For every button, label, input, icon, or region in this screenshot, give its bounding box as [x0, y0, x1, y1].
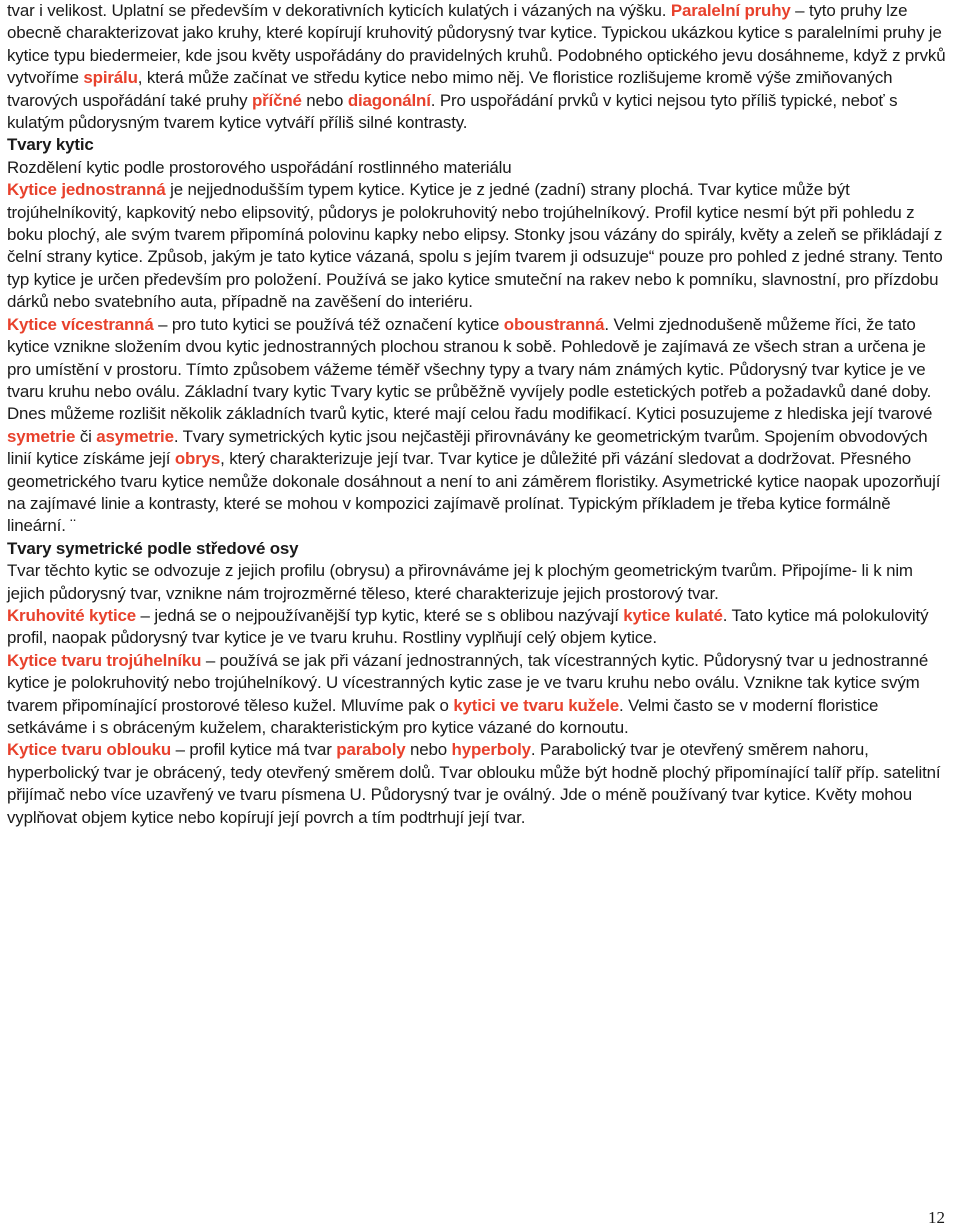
text-run: – tyto pruhy lze obecně charakterizovat jako kruhy, které kopírují kruhovitý půdorysný tvar kytice. Typickou ukázkou kytice s paralelními pruhy je kytice typu biedermeier, kde jsou květy uspořádány do pravidelných kruhů. Podobného optického jevu dosáhneme, když z prvků vytvoříme — [7, 1, 946, 88]
highlighted-term: Kytice jednostranná — [7, 180, 166, 200]
highlighted-term: oboustranná — [503, 314, 605, 334]
highlighted-term: Kruhovité kytice — [7, 605, 137, 625]
highlighted-term: Kytice vícestranná — [7, 314, 154, 334]
text-run: . Parabolický tvar je otevřený směrem nahoru, hyperbolický tvar je obrácený, tedy otevřený směrem dolů. Tvar oblouku může být hodně plochý připomínající talíř příp. satelitní přijímač nebo více uzavřený ve tvaru písmena U. Půdorysný tvar je oválný. Jde o méně používaný tvar kytice. Květy mohou vyplňovat objem kytice nebo kopírují její povrch a tím podtrhují její tvar. — [7, 740, 941, 827]
highlighted-term: obrys — [174, 449, 221, 469]
text-run: . Velmi zjednodušeně můžeme říci, že tato kytice vznikne složením dvou kytic jednostranných plochou stranou k sobě. Pohledově je zajímavá ze všech stran a určena je pro umístění v prostoru. Tímto způsobem vážeme téměř všechny typy a tvary nám známých kytic. Půdorysný tvar kytice je ve tvaru kruhu nebo oválu. Základní tvary kytic Tvary kytic se průběžně vyvíjely podle estetických potřeb a požadavků dané doby. Dnes můžeme rozlišit několik základních tvarů kytic, které mají celou řadu modifikací. Kytici posuzujeme z hlediska její tvarové — [7, 314, 933, 424]
text-run: . Velmi často se v moderní floristice setkáváme i s obráceným kuželem, charakteristickým pro kytice vázané do kornoutu. — [7, 695, 879, 737]
text-run: nebo — [405, 740, 452, 760]
highlighted-term: kytice kulaté — [623, 605, 723, 625]
highlighted-term: diagonální — [347, 90, 431, 110]
highlighted-term: kytici ve tvaru kužele — [453, 695, 620, 715]
text-run: či — [75, 426, 97, 446]
text-run: . Pro uspořádání prvků v kytici nejsou tyto příliš typické, neboť s kulatým půdorysným tvarem kytice vytváří příliš silné kontrasty. — [7, 90, 898, 133]
highlighted-term: hyperboly — [451, 740, 531, 760]
highlighted-term: asymetrie — [96, 426, 174, 446]
text-run: Tvary symetrické podle středové osy — [7, 538, 299, 558]
highlighted-term: Kytice tvaru trojúhelníku — [7, 650, 202, 670]
text-run: , který charakterizuje její tvar. Tvar kytice je důležité při vázání sledovat a dodržovat. Přesného geometrického tvaru kytice nemůže dokonale dosáhnout a není to ani záměrem floristiky. Asymetrické kytice naopak upozorňují na zajímavé linie a kontrasty, které se mohou v kompozici zajímavě prolínat. Typickým příkladem je třeba kytice formálně lineární. ¨ — [7, 449, 941, 536]
paragraph-trojuhelniku — [7, 650, 953, 740]
paragraph-symetricke — [7, 560, 953, 605]
text-run: – pro tuto kytici se používá též označení kytice — [153, 314, 504, 334]
document-page — [7, 0, 953, 829]
text-run: , která může začínat ve středu kytice nebo mimo něj. Ve floristice rozlišujeme kromě výše zmiňovaných tvarových uspořádání také pruhy — [7, 68, 893, 110]
text-run: Tvar těchto kytic se odvozuje z jejich profilu (obrysu) a přirovnáváme jej k plochým geometrickým tvarům. Připojíme- li k nim jejich půdorysný tvar, vznikne nám trojrozměrné těleso, které charakterizuje jejich prostorový tvar. — [7, 561, 913, 603]
text-run: – jedná se o nejpoužívanější typ kytic, které se s oblibou nazývají — [136, 605, 624, 625]
highlighted-term: Kytice tvaru oblouku — [7, 740, 172, 760]
page-number: 12 — [928, 1208, 945, 1227]
text-run: Tvary kytic — [7, 135, 94, 155]
text-run: nebo — [301, 90, 348, 110]
document-body — [7, 0, 953, 829]
paragraph-oblouku — [7, 739, 953, 829]
highlighted-term: Paralelní pruhy — [670, 1, 791, 20]
text-run: tvar i velikost. Uplatní se především v dekorativních kyticích kulatých i vázaných na výšku. — [7, 1, 671, 20]
text-run: . Tato kytice má polokulovitý profil, naopak půdorysný tvar kytice je ve tvaru kruhu. Rostliny vyplňují celý objem kytice. — [7, 605, 929, 648]
text-run: – profil kytice má tvar — [171, 740, 337, 760]
paragraph-jednostranna — [7, 179, 953, 313]
text-run: – používá se jak při vázaní jednostranných, tak vícestranných kytic. Půdorysný tvar u jednostranné kytice je polokruhovitý nebo trojúhelníkový. U vícestranných kytic zase je ve tvaru kruhu nebo oválu. Vznikne tak kytice svým tvarem připomínající prostorové těleso kužel. Mluvíme pak o — [7, 650, 929, 715]
text-run: . Tvary symetrických kytic jsou nejčastěji přirovnávány ke geometrickým tvarům. Spojením obvodových linií kytice získáme její — [7, 426, 928, 469]
highlighted-term: paraboly — [336, 740, 406, 760]
section-heading — [7, 134, 953, 156]
highlighted-term: příčné — [251, 90, 302, 110]
paragraph-vicestranna — [7, 314, 953, 538]
text-run: je nejjednodušším typem kytice. Kytice je z jedné (zadní) strany plochá. Tvar kytice může být trojúhelníkovitý, kapkovitý nebo elipsovitý, půdorys je polokruhovitý nebo trojúhelníkový. Profil kytice nesmí být při pohledu z boku plochý, ale svým tvarem připomíná polovinu kapky nebo elipsy. Stonky jsou vázány do spirály, květy a zeleň se přikládají z čelní strany kytice. Způsob, jakým je tato kytice vázaná, spolu s jejím tvarem ji odsuzuje“ pouze pro pohled z jedné strany. Tento typ kytice je určen především pro položení. Používá se jako kytice smuteční na rakev nebo k pomníku, slavnostní, pro přízdobu dárků nebo svatebního auta, případně na zavěšení do interiéru. — [7, 180, 943, 312]
subsection-heading — [7, 538, 953, 560]
paragraph-tvary-sub — [7, 157, 953, 179]
highlighted-term: spirálu — [83, 68, 138, 88]
paragraph-kruhovite — [7, 605, 953, 650]
paragraph-intro — [7, 0, 953, 134]
highlighted-term: symetrie — [7, 426, 76, 446]
text-run: Rozdělení kytic podle prostorového uspořádání rostlinného materiálu — [7, 157, 512, 177]
